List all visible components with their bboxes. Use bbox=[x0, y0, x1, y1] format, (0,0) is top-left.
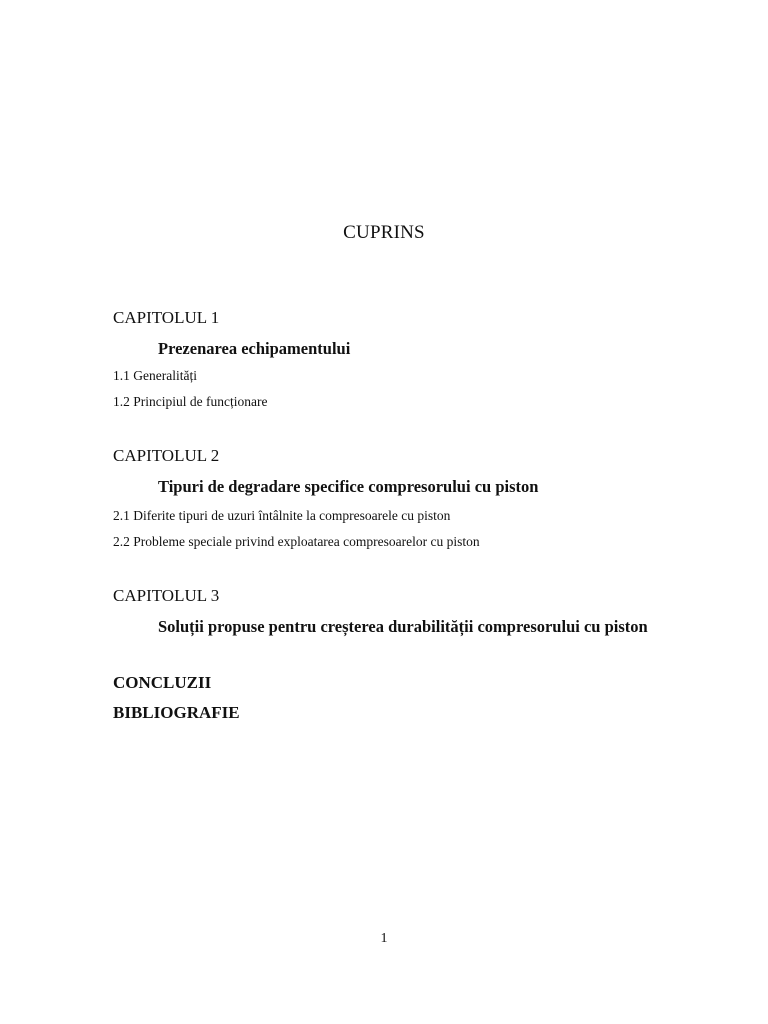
page-number: 1 bbox=[380, 931, 388, 946]
chapter-2-subtitle: Tipuri de degradare specifice compresorului cu piston bbox=[158, 477, 539, 496]
chapter-3-subtitle: Soluții propuse pentru creșterea durabilității compresorului cu piston bbox=[158, 617, 648, 636]
toc-title: CUPRINS bbox=[343, 222, 425, 243]
section-2-2: 2.2 Probleme speciale privind exploatarea compresoarelor cu piston bbox=[113, 534, 480, 549]
section-1-2: 1.2 Principiul de funcționare bbox=[113, 394, 268, 409]
chapter-2-heading: CAPITOLUL 2 bbox=[113, 446, 220, 465]
conclusions-heading: CONCLUZII bbox=[113, 673, 212, 692]
chapter-1-subtitle: Prezenarea echipamentului bbox=[158, 339, 351, 358]
section-2-1: 2.1 Diferite tipuri de uzuri întâlnite la compresoarele cu piston bbox=[113, 508, 451, 523]
chapter-3-heading: CAPITOLUL 3 bbox=[113, 586, 220, 605]
section-1-1: 1.1 Generalități bbox=[113, 368, 197, 383]
bibliography-heading: BIBLIOGRAFIE bbox=[113, 703, 240, 722]
chapter-1-heading: CAPITOLUL 1 bbox=[113, 308, 220, 327]
